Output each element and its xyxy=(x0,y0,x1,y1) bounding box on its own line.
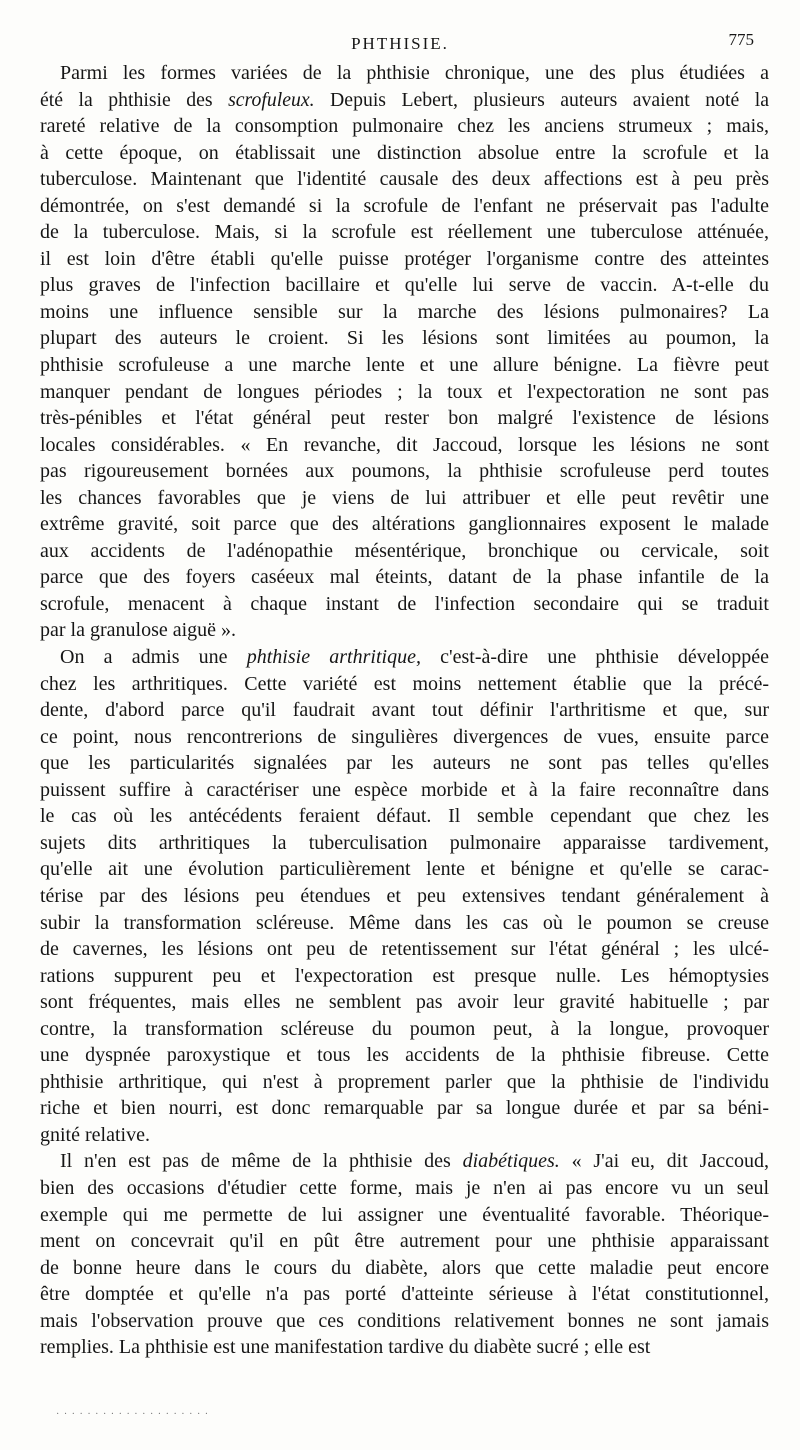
text-segment: mais l'observation prouve que ces conditions relativement bonnes ne sont jamais xyxy=(40,1309,769,1332)
text-segment: à cette époque, on établissait une distinction absolue entre la scrofule et la xyxy=(40,141,769,164)
text-segment: par la granulose aiguë ». xyxy=(40,619,237,642)
text-line xyxy=(40,1016,769,1043)
text-line xyxy=(40,803,769,830)
text-segment: qu'elle ait une évolution particulièrement lente et bénigne et qu'elle se carac- xyxy=(40,858,769,881)
page-number: 775 xyxy=(728,30,754,49)
text-segment: gnité relative. xyxy=(40,1123,150,1146)
text-line xyxy=(40,617,769,644)
text-line xyxy=(40,830,769,857)
text-segment: bien des occasions d'étudier cette forme, mais je n'en ai pas encore vu un seul xyxy=(40,1176,769,1199)
text-line xyxy=(40,989,769,1016)
text-line xyxy=(40,325,769,352)
text-segment: rations suppurent peu et l'expectoration est presque nulle. Les hémoptysies xyxy=(40,964,769,987)
text-segment: sujets dits arthritiques la tuberculisation pulmonaire apparaisse tardivement, xyxy=(40,831,769,854)
text-line xyxy=(40,140,769,167)
text-line xyxy=(40,1122,769,1149)
text-line xyxy=(40,432,769,459)
text-segment: chez les arthritiques. Cette variété est moins nettement établie que la précé- xyxy=(40,672,769,695)
text-segment: subir la transformation scléreuse. Même dans les cas où le poumon se creuse xyxy=(40,911,769,934)
text-line xyxy=(40,1228,769,1255)
text-line xyxy=(40,379,769,406)
scan-artifact: · · · · · · · · · · · · · · · · · · · · xyxy=(56,1409,210,1420)
text-segment: le cas où les antécédents feraient défaut. Il semble cependant que chez les xyxy=(40,805,769,828)
text-line xyxy=(40,87,769,114)
paragraph xyxy=(40,1148,769,1360)
text-segment: pas rigoureusement bornées aux poumons, la phthisie scrofuleuse perd toutes xyxy=(40,460,769,483)
text-line xyxy=(40,750,769,777)
text-segment: il est loin d'être établi qu'elle puisse protéger l'organisme contre des atteintes xyxy=(40,247,769,270)
text-segment: de bonne heure dans le cours du diabète, alors que cette maladie peut encore xyxy=(40,1256,769,1279)
text-segment: de la tuberculose. Mais, si la scrofule est réellement une tuberculose atténuée, xyxy=(40,221,769,244)
text-segment: ment on concevrait qu'il en pût être autrement pour une phthisie apparaissant xyxy=(40,1230,769,1253)
text-line xyxy=(40,564,769,591)
text-line xyxy=(40,511,769,538)
text-line xyxy=(40,485,769,512)
text-line xyxy=(40,1308,769,1335)
text-line xyxy=(40,963,769,990)
text-line xyxy=(40,1148,769,1175)
paragraph xyxy=(40,60,769,644)
text-segment: dente, d'abord parce qu'il faudrait avant tout définir l'arthritisme et que, sur xyxy=(40,699,769,722)
text-segment: Depuis Lebert, plusieurs auteurs avaient noté la xyxy=(314,88,769,111)
text-line xyxy=(40,910,769,937)
text-line xyxy=(40,644,769,671)
text-line xyxy=(40,1095,769,1122)
text-line xyxy=(40,299,769,326)
text-segment: plupart des auteurs le croient. Si les lésions sont limitées au poumon, la xyxy=(40,327,769,350)
text-line xyxy=(40,60,769,87)
text-segment: moins une influence sensible sur la marche des lésions pulmonaires? La xyxy=(40,300,769,323)
text-segment: remplies. La phthisie est une manifestation tardive du diabète sucré ; elle est xyxy=(40,1336,651,1359)
italic-term: scrofuleux. xyxy=(228,88,315,111)
text-segment: contre, la transformation scléreuse du poumon peut, à la longue, provoquer xyxy=(40,1017,769,1040)
italic-term: diabétiques. xyxy=(462,1150,560,1173)
text-segment: été la phthisie des xyxy=(40,88,229,111)
text-segment: une dyspnée paroxystique et tous les accidents de la phthisie fibreuse. Cette xyxy=(40,1044,769,1067)
text-segment: riche et bien nourri, est donc remarquable par sa longue durée et par sa béni- xyxy=(40,1097,769,1120)
text-line xyxy=(40,1175,769,1202)
running-head xyxy=(40,30,760,58)
text-segment: On a admis une xyxy=(60,646,247,669)
text-line xyxy=(40,246,769,273)
text-line xyxy=(40,697,769,724)
text-line xyxy=(40,1202,769,1229)
paragraph xyxy=(40,644,769,1148)
text-segment: térise par des lésions peu étendues et peu extensives tendant généralement à xyxy=(40,884,769,907)
text-line xyxy=(40,1069,769,1096)
text-line xyxy=(40,405,769,432)
text-segment: parce que des foyers caséeux mal éteints, datant de la phase infantile de la xyxy=(40,566,769,589)
text-line xyxy=(40,458,769,485)
text-segment: aux accidents de l'adénopathie mésentérique, bronchique ou cervicale, soit xyxy=(40,539,769,562)
text-line xyxy=(40,352,769,379)
text-segment: « J'ai eu, dit Jaccoud, xyxy=(559,1150,769,1173)
text-segment: puissent suffire à caractériser une espèce morbide et à la faire reconnaître dans xyxy=(40,778,769,801)
text-segment: phthisie arthritique, qui n'est à proprement parler que la phthisie de l'individu xyxy=(40,1070,769,1093)
text-line xyxy=(40,1255,769,1282)
text-segment: sont fréquentes, mais elles ne semblent pas avoir leur gravité habituelle ; par xyxy=(40,991,769,1014)
text-line xyxy=(40,193,769,220)
text-line xyxy=(40,219,769,246)
text-segment: c'est-à-dire une phthisie développée xyxy=(420,646,769,669)
text-segment: démontrée, on s'est demandé si la scrofule de l'enfant ne préservait pas l'adulte xyxy=(40,194,769,217)
body-text xyxy=(40,60,769,1361)
text-segment: manquer pendant de longues périodes ; la toux et l'expectoration ne sont pas xyxy=(40,380,769,403)
text-segment: de cavernes, les lésions ont peu de retentissement sur l'état général ; les ulcé- xyxy=(40,938,769,961)
text-line xyxy=(40,777,769,804)
italic-term: phthisie arthritique, xyxy=(246,646,421,669)
text-line xyxy=(40,1281,769,1308)
text-segment: locales considérables. « En revanche, dit Jaccoud, lorsque les lésions ne sont xyxy=(40,433,769,456)
text-line xyxy=(40,538,769,565)
text-segment: Il n'en est pas de même de la phthisie des xyxy=(60,1150,463,1173)
text-segment: phthisie scrofuleuse a une marche lente et une allure bénigne. La fièvre peut xyxy=(40,354,769,377)
text-segment: scrofule, menacent à chaque instant de l'infection secondaire qui se traduit xyxy=(40,592,769,615)
text-line xyxy=(40,272,769,299)
running-title: PHTHISIE. xyxy=(351,34,449,53)
text-line xyxy=(40,166,769,193)
text-segment: rareté relative de la consomption pulmonaire chez les anciens strumeux ; mais, xyxy=(40,115,769,138)
text-segment: tuberculose. Maintenant que l'identité causale des deux affections est à peu près xyxy=(40,168,769,191)
text-line xyxy=(40,113,769,140)
text-line xyxy=(40,591,769,618)
text-segment: les chances favorables que je viens de lui attribuer et elle peut revêtir une xyxy=(40,486,769,509)
text-line xyxy=(40,724,769,751)
text-segment: Parmi les formes variées de la phthisie chronique, une des plus étudiées a xyxy=(60,62,769,84)
text-segment: ce point, nous rencontrerions de singulières divergences de vues, ensuite parce xyxy=(40,725,769,748)
text-line xyxy=(40,1334,769,1361)
text-segment: très-pénibles et l'état général peut rester bon malgré l'existence de lésions xyxy=(40,407,769,430)
text-segment: que les particularités signalées par les auteurs ne sont pas telles qu'elles xyxy=(40,752,769,775)
text-segment: extrême gravité, soit parce que des altérations ganglionnaires exposent le malade xyxy=(40,513,769,536)
text-segment: plus graves de l'infection bacillaire et qu'elle lui serve de vaccin. A-t-elle du xyxy=(40,274,769,297)
text-line xyxy=(40,1042,769,1069)
text-segment: être domptée et qu'elle n'a pas porté d'atteinte sérieuse à l'état constitutionnel, xyxy=(40,1283,769,1306)
text-line xyxy=(40,671,769,698)
text-segment: exemple qui me permette de lui assigner une éventualité favorable. Théorique- xyxy=(40,1203,769,1226)
text-line xyxy=(40,936,769,963)
text-line xyxy=(40,856,769,883)
text-line xyxy=(40,883,769,910)
